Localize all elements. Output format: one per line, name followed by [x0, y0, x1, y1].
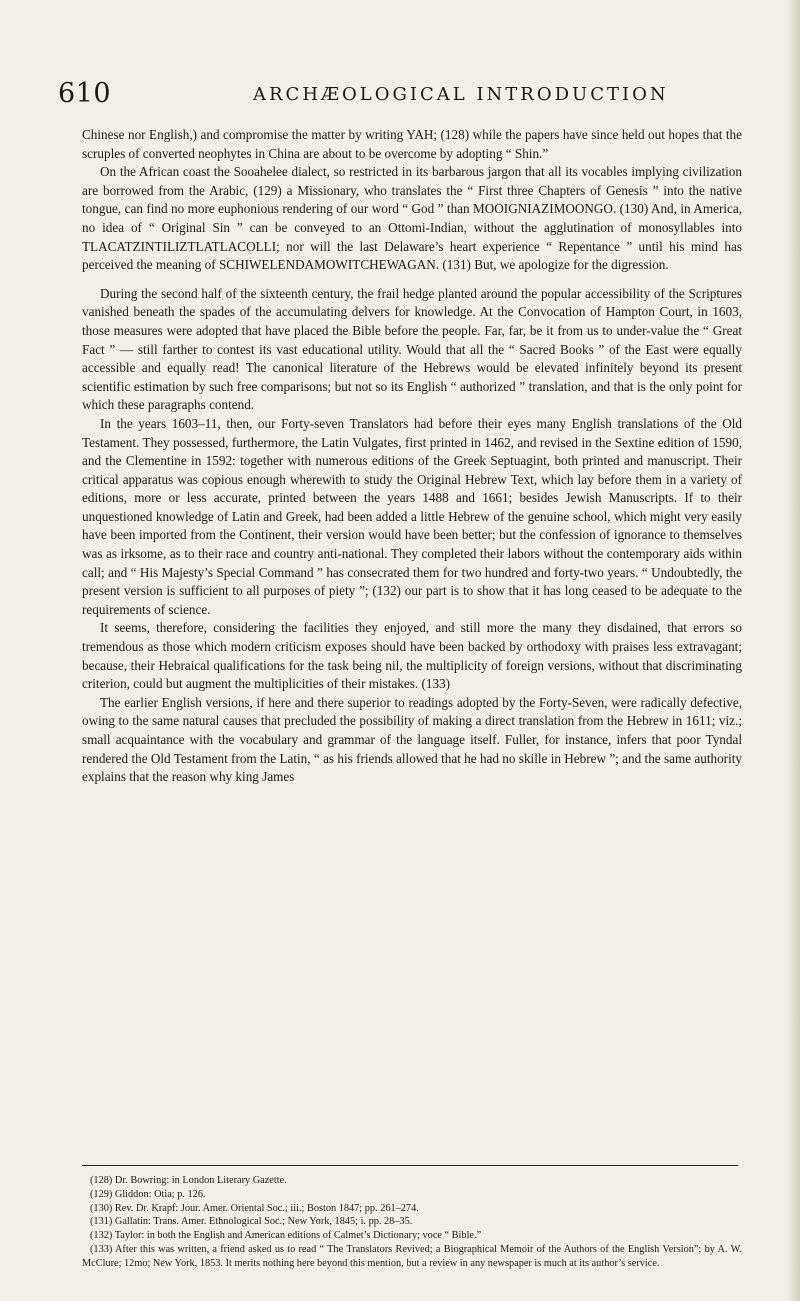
running-head: ARCHÆOLOGICAL INTRODUCTION [253, 84, 669, 105]
paragraph: The earlier English versions, if here and there superior to readings adopted by the Forty-Seven, were radically defective, owing to the same natural causes that precluded the possibility of making a direct translation from the Hebrew in 1611; viz.; small acquaintance with the vocabulary and grammar of the language itself. Fuller, for instance, infers that poor Tyndal rendered the Old Testament from the Latin, “ as his friends allowed that he had no skille in Hebrew ”; and the same authority explains that the reason why king James [82, 694, 742, 785]
footnote: (132) Taylor: in both the English and American editions of Calmet’s Dictionary; voce “ Bible.” [90, 1230, 482, 1242]
paragraph: It seems, therefore, considering the facilities they enjoyed, and still more the many they disdained, that errors so tremendous as those which modern criticism exposes should have been backed by orthodoxy with praises less extravagant; because, their Hebraical qualifications for the task being nil, the multiplicity of foreign versions, without that discriminating criterion, could but augment the multiplicities of their mistakes. (133) [82, 620, 742, 692]
paragraph: On the African coast the Sooahelee dialect, so restricted in its barbarous jargon that all its vocables implying civilization are borrowed from the Arabic, (129) a Missionary, who translates the “ First three Chapters of Genesis ” into the native tongue, can find no more euphonious rendering of our word “ God ” than MOOIGNIAZIMOONGO. (130) And, in America, no idea of “ Original Sin ” can be conveyed to an Ottomi-Indian, without the agglutination of monosyllables into TLACATZINTILIZTLATLACOLLI; nor will the last Delaware’s heart experience “ Repentance ” until his mind has perceived the meaning of SCHIWELENDAMOWITCHEWAGAN. (131) But, we apologize for the digression. [82, 164, 742, 273]
footnote-divider [82, 1165, 738, 1166]
footnote: (130) Rev. Dr. Krapf: Jour. Amer. Oriental Soc.; iii.; Boston 1847; pp. 261–274. [90, 1202, 419, 1214]
page-number: 610 [58, 78, 112, 109]
footnote: (128) Dr. Bowring: in London Literary Gazette. [90, 1175, 287, 1186]
paragraph: During the second half of the sixteenth century, the frail hedge planted around the popular accessibility of the Scriptures vanished beneath the spades of the accumulating delvers for knowledge. At the Convocation of Hampton Court, in 1603, those measures were adopted that have placed the Bible before the people. Far, far, be it from us to under-value the “ Great Fact ” — still farther to contest its vast educational utility. Would that all the “ Sacred Books ” of the East were equally accessible and equally read! The canonical literature of the Hebrews would be elevated infinitely beyond its present scientific estimation by such free comparisons; but not so its English “ authorized ” translation, and that is the only point for which these paragraphs contend. [82, 285, 742, 413]
footnote: (131) Gallatin: Trans. Amer. Ethnological Soc.; New York, 1845; i. pp. 28–35. [90, 1216, 413, 1228]
footnote: (129) Gliddon: Otia; p. 126. [90, 1188, 206, 1200]
page-header [58, 78, 758, 110]
page-edge-shadow [786, 0, 800, 1301]
body-text [82, 126, 742, 787]
paragraph: Chinese nor English,) and compromise the matter by writing YAH; (128) while the papers have since held out hopes that the scruples of converted neophytes in China are about to be overcome by adopting “ Shin.” [82, 127, 742, 161]
footnotes [82, 1174, 742, 1271]
paragraph: In the years 1603–11, then, our Forty-seven Translators had before their eyes many English translations of the Old Testament. They possessed, furthermore, the Latin Vulgates, first printed in 1462, and revised in the Sextine edition of 1590, and the Clementine in 1592: together with numerous editions of the Greek Septuagint, both printed and manuscript. Their critical apparatus was copious enough wherewith to study the Original Hebrew Text, which lay before them in a variety of editions, more or less accurate, printed between the years 1488 and 1661; besides Jewish Manuscripts. If to their unquestioned knowledge of Latin and Greek, had been added a little Hebrew of the genuine school, which might very easily have been imported from the Continent, their version would have been better; but the confession of ignorance to themselves was as irksome, as to their race and country anti-national. They completed their labors without the contemporary aids within call; and “ His Majesty’s Special Command ” has consecrated them for two hundred and forty-two years. “ Undoubtedly, the present version is sufficient to all purposes of piety ”; (132) our part is to show that it has long ceased to be adequate to the requirements of science. [82, 415, 742, 617]
footnote: (133) After this was written, a friend asked us to read “ The Translators Revived; a Biographical Memoir of the Authors of the English Version”; by A. W. McClure; 12mo; New York, 1853. It merits nothing here beyond this mention, but a review in any newspaper is much at its author’s service. [82, 1243, 742, 1269]
